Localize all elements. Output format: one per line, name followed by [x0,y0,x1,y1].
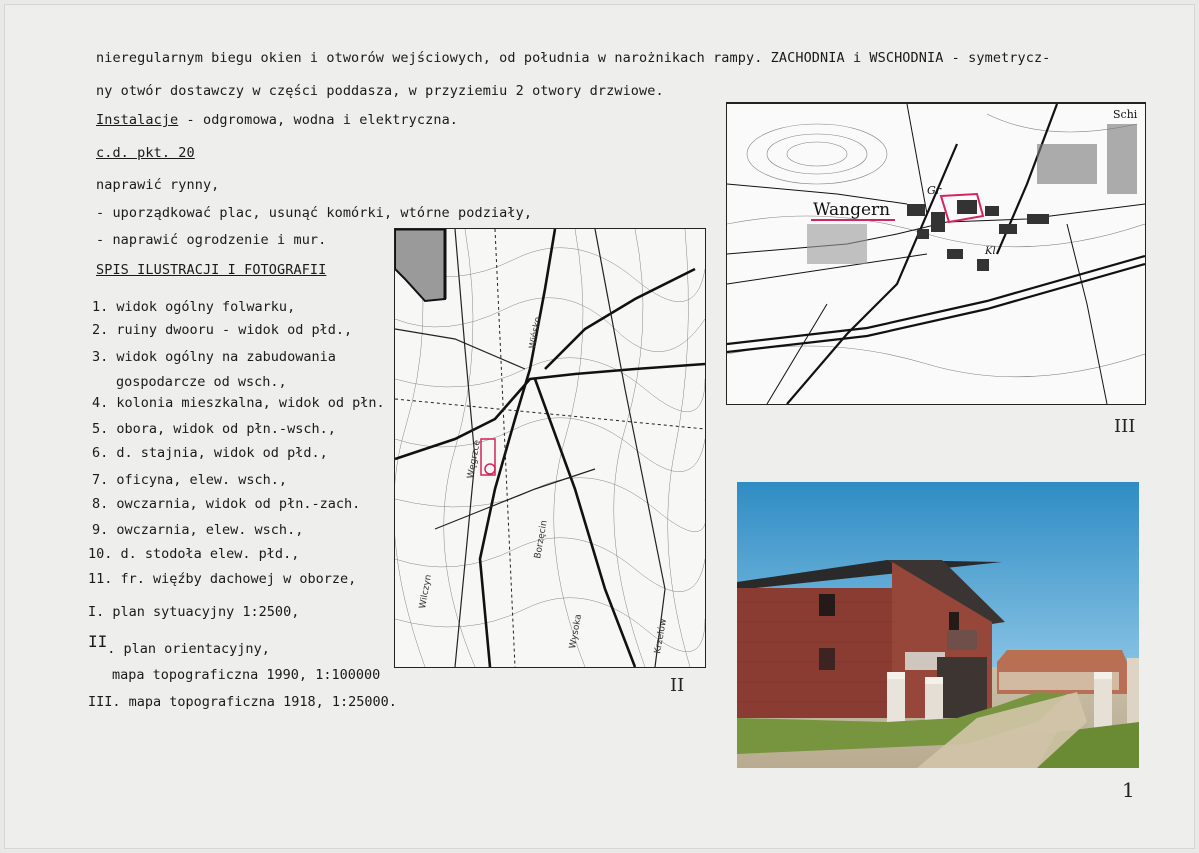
list-item: 1. widok ogólny folwarku, [92,299,296,315]
map-1990-graphic [395,229,705,667]
photo-farm-building [737,482,1139,768]
list-item: 10. d. stodoła elew. płd., [88,546,300,562]
illustrations-heading: SPIS ILUSTRACJI I FOTOGRAFII [96,262,327,278]
list-item: 8. owczarnia, widok od płn.-zach. [92,496,361,512]
photo-graphic [737,482,1139,768]
list-item: 4. kolonia mieszkalna, widok od płn. [92,395,385,411]
plan-item-2 [88,632,270,657]
fix-line-2: - uporządkować plac, usunąć komórki, wtórne podziały, [96,205,533,221]
list-item: 5. obora, widok od płn.-wsch., [92,421,336,437]
map-label: Wilczyn [418,573,434,610]
map-label: Krzelów [653,618,670,655]
handwritten-mark-2: II [670,675,685,696]
map-label-gr: Gr [927,184,942,197]
list-item: gospodarcze od wsch., [116,374,287,390]
text-line-2: ny otwór dostawczy w części poddasza, w przyziemiu 2 otwory drzwiowe. [96,83,664,99]
map-label: Borzęcin [533,519,550,560]
list-item: 7. oficyna, elew. wsch., [92,472,288,488]
plan-item-2-text: . plan orientacyjny, [107,641,270,657]
map-1918-graphic [727,104,1145,404]
map-label-schi: Schi [1113,108,1138,121]
list-item: 3. widok ogólny na zabudowania [92,349,336,365]
topographic-map-1918 [726,102,1146,405]
plan-item-2b: mapa topograficzna 1990, 1:100000 [112,667,381,683]
installations-text: - odgromowa, wodna i elektryczna. [178,112,459,128]
list-item: 9. owczarnia, elew. wsch., [92,522,304,538]
map-label: Węgrzce [466,439,483,480]
handwritten-mark-3: III [1114,416,1136,437]
section-cd: c.d. pkt. 20 [96,145,195,161]
handwritten-page-number: 1 [1122,778,1135,802]
map-label: Wysoka [568,613,585,650]
topographic-map-1990 [394,228,706,668]
text-line-1: nieregularnym biegu okien i otworów wejściowych, od południa w narożnikach rampy. ZACHODNIA i WSCHODNIA - symetrycz- [96,50,1051,66]
plan-item-3: III. mapa topograficzna 1918, 1:25000. [88,694,397,710]
list-item: 11. fr. więźby dachowej w oborze, [88,571,357,587]
installations-line [96,112,458,128]
plan-item-1: I. plan sytuacyjny 1:2500, [88,604,300,620]
map-label-wangern: Wangern [813,200,891,220]
document-page [4,4,1195,849]
map-label: Wińsko [528,316,544,350]
fix-line-1: naprawić rynny, [96,177,220,193]
plan-roman-2: II [88,632,108,651]
installations-label: Instalacje [96,112,179,128]
map-label-kl: Kl. [985,246,999,257]
list-item: 2. ruiny dwooru - widok od płd., [92,322,353,338]
list-item: 6. d. stajnia, widok od płd., [92,445,328,461]
fix-line-3: - naprawić ogrodzenie i mur. [96,232,327,248]
